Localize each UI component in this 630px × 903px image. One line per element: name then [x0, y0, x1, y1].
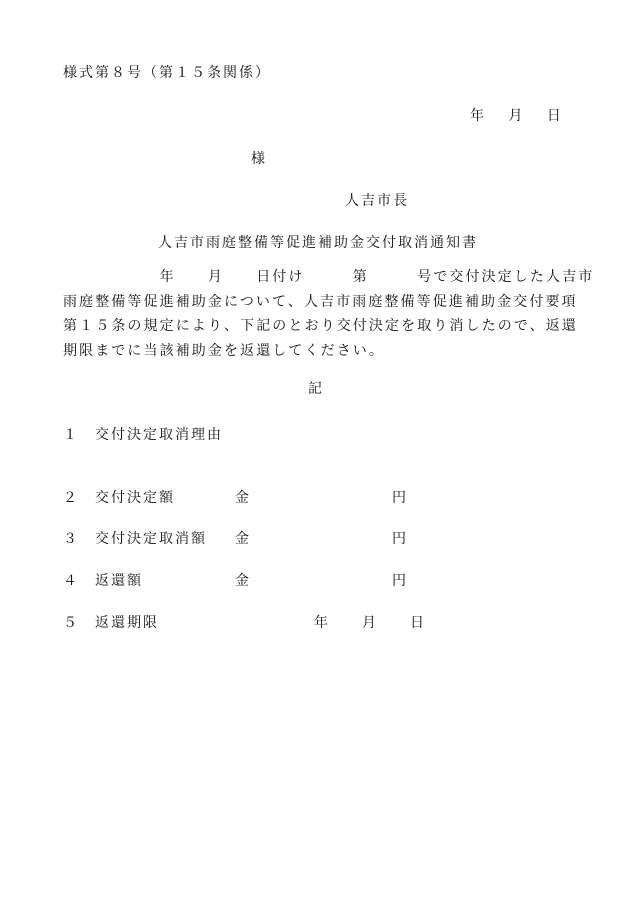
currency-prefix: 金	[235, 573, 251, 589]
body-line: 年 月 日付け 第 号で交付決定した人吉市	[63, 269, 595, 285]
currency-unit: 円	[392, 573, 408, 589]
item-label: 返還期限	[95, 615, 159, 631]
deadline-date: 年 月 日	[314, 615, 426, 631]
addressee-suffix: 様	[251, 151, 267, 167]
item-number: ２	[63, 490, 79, 506]
form-number: 様式第８号（第１５条関係）	[63, 65, 271, 81]
currency-unit: 円	[392, 490, 408, 506]
sender-name: 人吉市長	[345, 193, 409, 209]
item-number: ３	[63, 531, 79, 547]
currency-prefix: 金	[235, 490, 251, 506]
body-line: 期限までに当該補助金を返還してください。	[63, 342, 385, 359]
item-cancellation-reason	[63, 424, 563, 444]
item-return-amount	[63, 570, 563, 590]
body-line: 雨庭整備等促進補助金について、人吉市雨庭整備等促進補助金交付要項	[63, 293, 578, 310]
item-number: ４	[63, 573, 79, 589]
item-grant-amount	[63, 487, 563, 507]
item-cancelled-amount	[63, 528, 563, 548]
date-line: 年 月 日	[470, 108, 563, 124]
currency-unit: 円	[392, 531, 408, 547]
currency-prefix: 金	[235, 531, 251, 547]
body-paragraph	[63, 265, 595, 363]
item-label: 交付決定取消額	[95, 531, 207, 547]
document-title: 人吉市雨庭整備等促進補助金交付取消通知書	[158, 235, 478, 251]
body-line: 第１５条の規定により、下記のとおり交付決定を取り消したので、返還	[63, 318, 578, 334]
item-return-deadline	[63, 612, 563, 632]
item-number: １	[63, 427, 79, 443]
item-label: 交付決定取消理由	[95, 427, 223, 443]
ki-heading: 記	[308, 381, 324, 397]
item-number: ５	[63, 615, 79, 631]
item-label: 交付決定額	[95, 490, 175, 506]
item-label: 返還額	[95, 573, 143, 589]
